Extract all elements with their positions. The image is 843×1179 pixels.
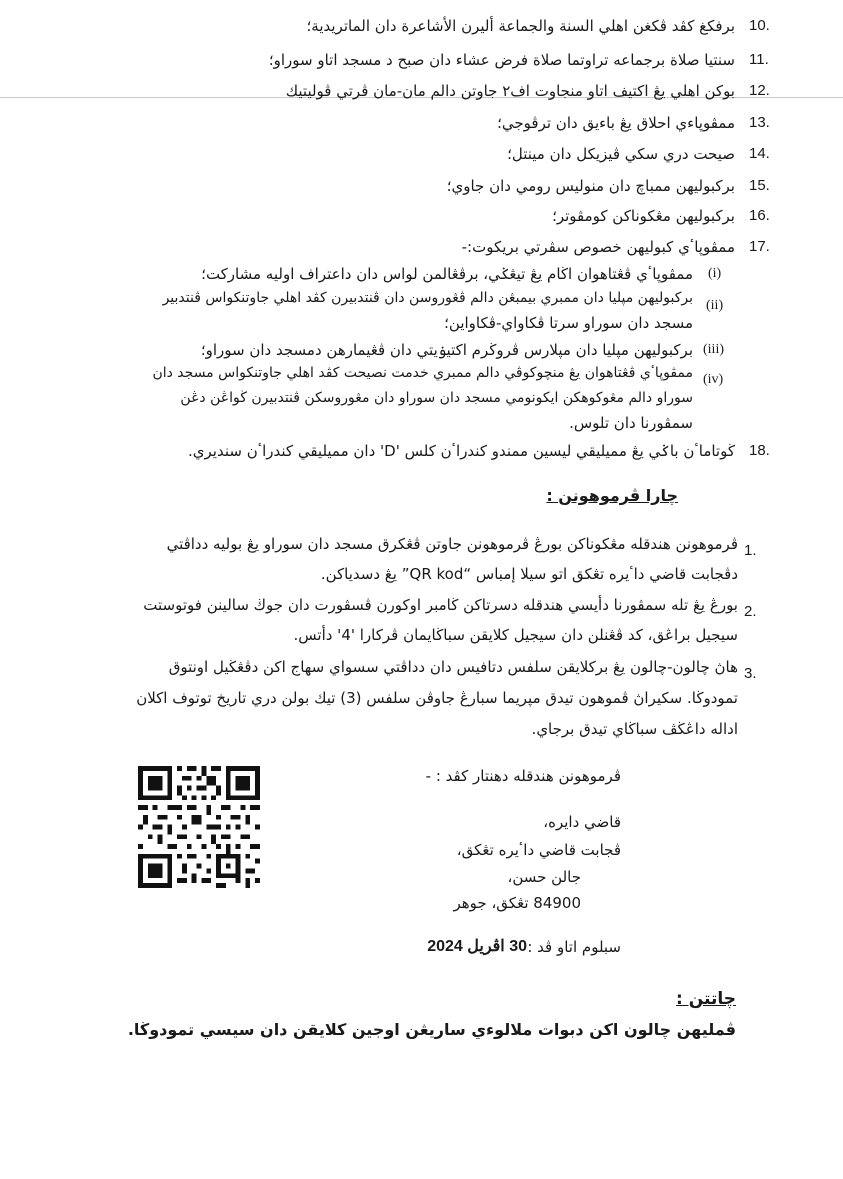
sub-item-number: (i) [708, 266, 722, 281]
step-line: هاڽ چالون-چالون يڠ برکلايقن سلفس دتافيس دان دداڤتي سسواي سهاج اکن دڤڠڬيل اونتوق [168, 658, 738, 676]
step-line: بورڠ يڠ تله سمڤورنا دأيسي هندقله دسرتاکن ڬامبر اوکورن ڤسڤورت دان جوڬ سالينن فوتوستت [143, 596, 738, 614]
step-number: 2. [744, 603, 757, 620]
step-line: سيجيل براڠق، کد ڤڠنلن دان سيجيل کلايقن سباڬايمان ڤرکارا '4' دأتس. [293, 626, 738, 644]
item-number: 13. [749, 114, 770, 131]
address-line: قاضي دايره، [543, 813, 621, 831]
item-number: 11. [749, 51, 769, 68]
section-heading-application: چارا ڤرموهونن : [546, 486, 678, 505]
sub-item-line: ممڤوڽاٴي ڤڠتاهوان يڠ منچوکوڤي دالم ممبري خدمت نصيحت کڤد اهلي جاوتنکواس مسجد دان [152, 365, 693, 381]
list-item: برفکغ کڤد ڤکغن اهلي السنة والجماعة أليرن الأشاعرة دان الماتريدية؛ [306, 17, 735, 35]
list-item: ممڤوڽاٴي کبوليهن خصوص سڤرتي بريکوت:- [461, 238, 735, 256]
sub-item-line: سمڤورنا دان تلوس. [569, 414, 693, 432]
list-item: ممڤوڽاءي احلاق يڠ باءيق دان ترڤوجي؛ [497, 114, 735, 132]
section-heading-note: چاتتن : [676, 989, 736, 1009]
sub-item-number: (iii) [703, 342, 724, 357]
sub-item-line: سوراو دالم مڠوکوهکن ايکونومي مسجد دان سوراو دان مڠوروسکن ڤنتدبيرن ڬواڠن دڠن [180, 390, 693, 406]
address-line: 84900 تڠکق، جوهر [453, 894, 581, 912]
address-line: جالن حسن، [507, 868, 581, 886]
sub-item-number: (iv) [703, 372, 724, 387]
sub-item-line: ممڤوڽاٴي ڤڠتاهوان اڬام يڠ تيڠݢي، برڤڠالمن لواس دان داعتراف اوليه مشارکت؛ [201, 265, 693, 283]
item-number: 14. [749, 145, 770, 162]
send-to-label: ڤرموهونن هندقله دهنتار کڤد : - [425, 767, 621, 785]
item-number: 15. [749, 177, 770, 194]
closing-date: 30 اڤريل 2024 [427, 938, 527, 955]
sub-item-number: (ii) [706, 298, 724, 313]
item-number: 18. [749, 442, 770, 459]
item-number: 10. [749, 17, 770, 34]
step-number: 3. [744, 665, 757, 682]
step-number: 1. [744, 542, 757, 559]
sub-item-line: برکبوليهن مپليا دان مپلارس ڤروڬرم اکتيۏيتي دان ڤڠيمارهن دمسجد دان سوراو؛ [200, 341, 693, 359]
list-item: بوکن اهلي يڠ اکتيف اتاو منجاوت اف٢ جاوتن دالم مان-مان ڤرتي ڤوليتيك [285, 82, 735, 100]
list-item: ڬوتاماٴن باݢي يڠ مميليقي ليسين ممندو کندراٴن کلس 'D' دان مميليقي کندراٴن سنديري. [188, 442, 735, 460]
sub-item-line: مسجد دان سوراو سرتا ڤکاواي-ڤکاواين؛ [444, 314, 693, 332]
step-line: اداله داڠڬڤ سباڬاي تيدق برجاي. [531, 720, 738, 738]
item-number: 17. [749, 238, 770, 255]
item-number: 12. [749, 82, 770, 99]
item-number: 16. [749, 207, 770, 224]
note-text: ڤمليهن چالون اکن دبوات ملالوءي ساريڠن اوجين کلايقن دان سيسي تمودوڬا. [127, 1020, 736, 1039]
qr-code-image[interactable] [136, 766, 262, 888]
list-item: برکبوليهن مڠکوناکن کومڤوتر؛ [552, 207, 735, 225]
step-line: دڤجابت قاضي داٴيره تڠکق اتو سيلا إمباس “QR kod” يڠ دسدياکن. [320, 565, 738, 583]
step-line: تمودوڬا. سکيراڽ ڤموهون تيدق مڽريما سبارڠ جاوڤن سلفس (3) تيك بولن دري تاريخ توتوف اکلان [136, 689, 738, 707]
list-item: برکبوليهن ممباچ دان منوليس رومي دان جاوي؛ [446, 177, 735, 195]
list-item: صيحت دري سکي ڤيزيکل دان مينتل؛ [507, 145, 735, 163]
sub-item-line: برکبوليهن مپليا دان ممبري بيمبڠن دالم ڤڠوروسن دان ڤنتدبيرن کڤد اهلي جاوتنکواس ڤنتدبير [162, 290, 693, 306]
step-line: ڤرموهونن هندقله مڠکوناکن بورڠ ڤرموهونن جاوتن ڤڠکرق مسجد دان سوراو يڠ بوليه دداڤتي [166, 535, 738, 553]
address-line: ڤجابت قاضي داٴيره تڠکق، [456, 841, 621, 859]
list-item: سنتيا صلاة برجماعه تراوتما صلاة فرض عشاء دان صبح د مسجد اتاو سوراو؛ [268, 51, 735, 69]
closing-label: سبلوم اتاو ڤد : [527, 938, 621, 956]
